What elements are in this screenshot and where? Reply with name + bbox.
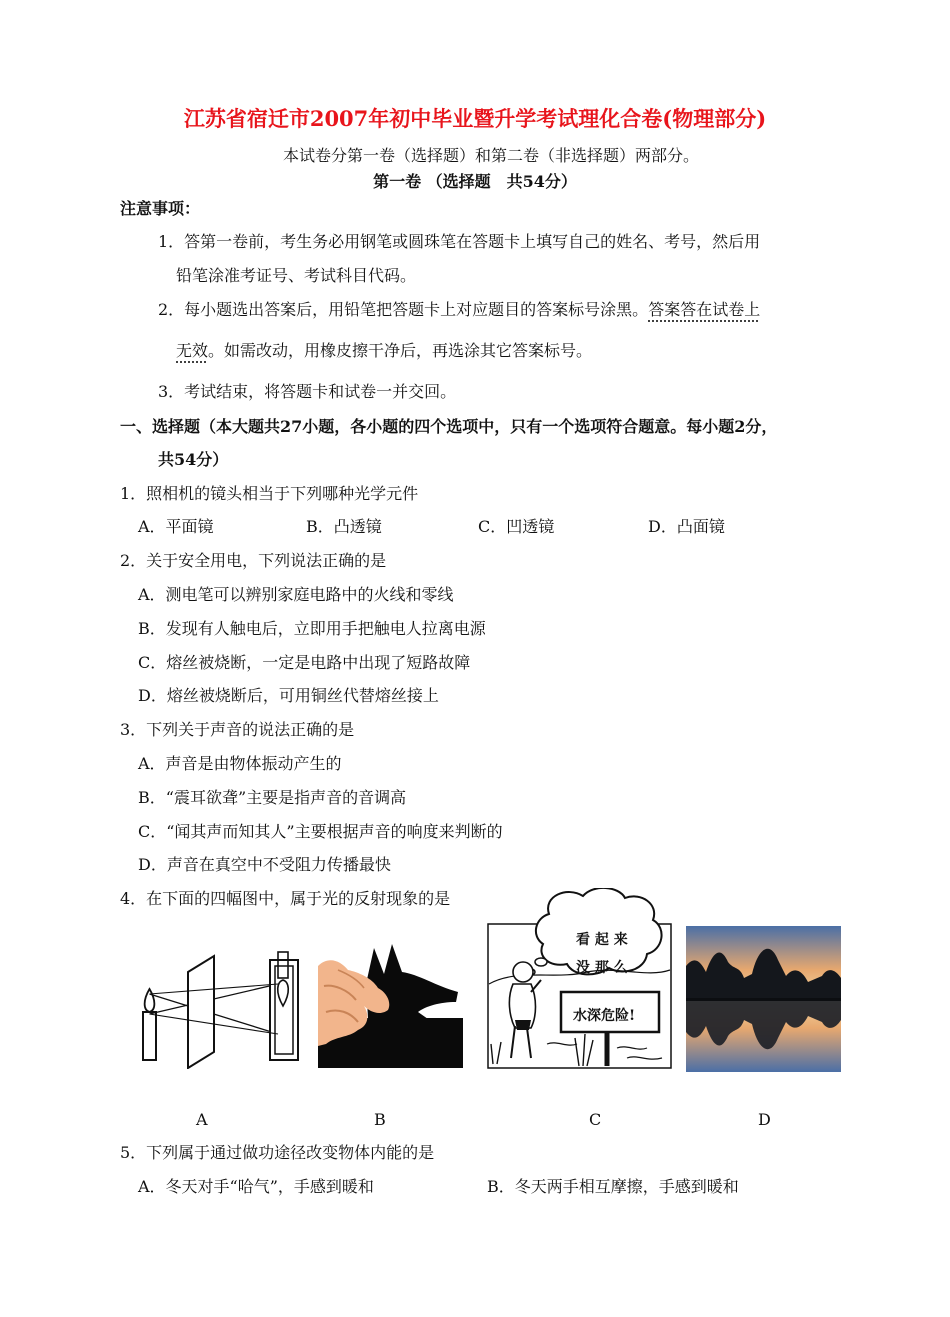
notice-item-1-line1: 1．答第一卷前，考生务必用钢笔或圆珠笔在答题卡上填写自己的姓名、考号，然后用	[158, 232, 761, 251]
question-2-option-c: C．熔丝被烧断，一定是电路中出现了短路故障	[138, 653, 471, 672]
figure-b-caption: B	[374, 1110, 386, 1129]
question-1-option-d: D．凸面镜	[648, 517, 725, 536]
question-3-option-b: B．“震耳欲聋”主要是指声音的音调高	[138, 788, 407, 807]
notice-item-2-emphasis-end: 无效	[176, 341, 209, 360]
question-3-stem: 3．下列关于声音的说法正确的是	[120, 720, 355, 739]
question-3-option-d: D．声音在真空中不受阻力传播最快	[138, 855, 391, 874]
notice-item-2-text: 2．每小题选出答案后，用铅笔把答题卡上对应题目的答案标号涂黑。	[158, 300, 649, 319]
figure-a-caption: A	[196, 1110, 208, 1129]
figure-b-hand-shadow	[318, 926, 463, 1068]
question-3-option-a: A．声音是由物体振动产生的	[138, 754, 342, 773]
question-4-stem: 4．在下面的四幅图中，属于光的反射现象的是	[120, 889, 451, 908]
question-2-stem: 2．关于安全用电，下列说法正确的是	[120, 551, 387, 570]
document-subtitle: 本试卷分第一卷（选择题）和第二卷（非选择题）两部分。	[282, 146, 699, 165]
question-2-option-b: B．发现有人触电后，立即用手把触电人拉离电源	[138, 619, 486, 638]
notice-item-1-line2: 铅笔涂准考证号、考试科目代码。	[176, 266, 417, 285]
question-2-option-d: D．熔丝被烧断后，可用铜丝代替熔丝接上	[138, 686, 439, 705]
figure-a-pinhole-camera	[138, 944, 306, 1069]
notice-item-2-line1	[158, 300, 760, 319]
part1-heading-line2: 共54分）	[158, 450, 229, 469]
question-2-option-a: A．测电笔可以辨别家庭电路中的火线和零线	[138, 585, 454, 604]
question-1-option-b: B．凸透镜	[306, 517, 382, 536]
question-5-option-b: B．冬天两手相互摩擦，手感到暖和	[487, 1177, 739, 1196]
figure-d-caption: D	[758, 1110, 771, 1129]
question-5-stem: 5．下列属于通过做功途径改变物体内能的是	[120, 1143, 435, 1162]
figure-c-caption: C	[589, 1110, 602, 1129]
figure-c-bubble-line1: 看 起 来	[576, 932, 628, 948]
part1-heading-line1: 一、选择题（本大题共27小题，各小题的四个选项中，只有一个选项符合题意。每小题2分，	[120, 417, 778, 436]
question-5-option-a: A．冬天对手“哈气”，手感到暖和	[138, 1177, 374, 1196]
question-3-option-c: C．“闻其声而知其人”主要根据声音的响度来判断的	[138, 822, 503, 841]
document-title: 江苏省宿迁市2007年初中毕业暨升学考试理化合卷(物理部分)	[183, 106, 767, 131]
notice-item-2-emphasis: 答案答在试卷上	[648, 300, 761, 319]
figure-c-sign-text: 水深危险!	[573, 1008, 636, 1024]
question-1-option-a: A．平面镜	[138, 517, 214, 536]
notice-item-3: 3．考试结束，将答题卡和试卷一并交回。	[158, 382, 457, 401]
notice-item-2-text-end: 。如需改动，用橡皮擦干净后，再选涂其它答案标号。	[208, 341, 593, 360]
notice-heading: 注意事项：	[120, 199, 201, 218]
figure-c-water-danger-cartoon	[487, 888, 672, 1070]
section1-title: 第一卷 （选择题 共54分）	[373, 172, 577, 191]
notice-item-2-line2	[176, 341, 592, 360]
figure-c-bubble-line2: 没 那 么	[576, 960, 628, 976]
figure-d-mountain-reflection	[686, 926, 841, 1072]
question-1-stem: 1．照相机的镜头相当于下列哪种光学元件	[120, 484, 419, 503]
question-1-option-c: C．凹透镜	[478, 517, 555, 536]
